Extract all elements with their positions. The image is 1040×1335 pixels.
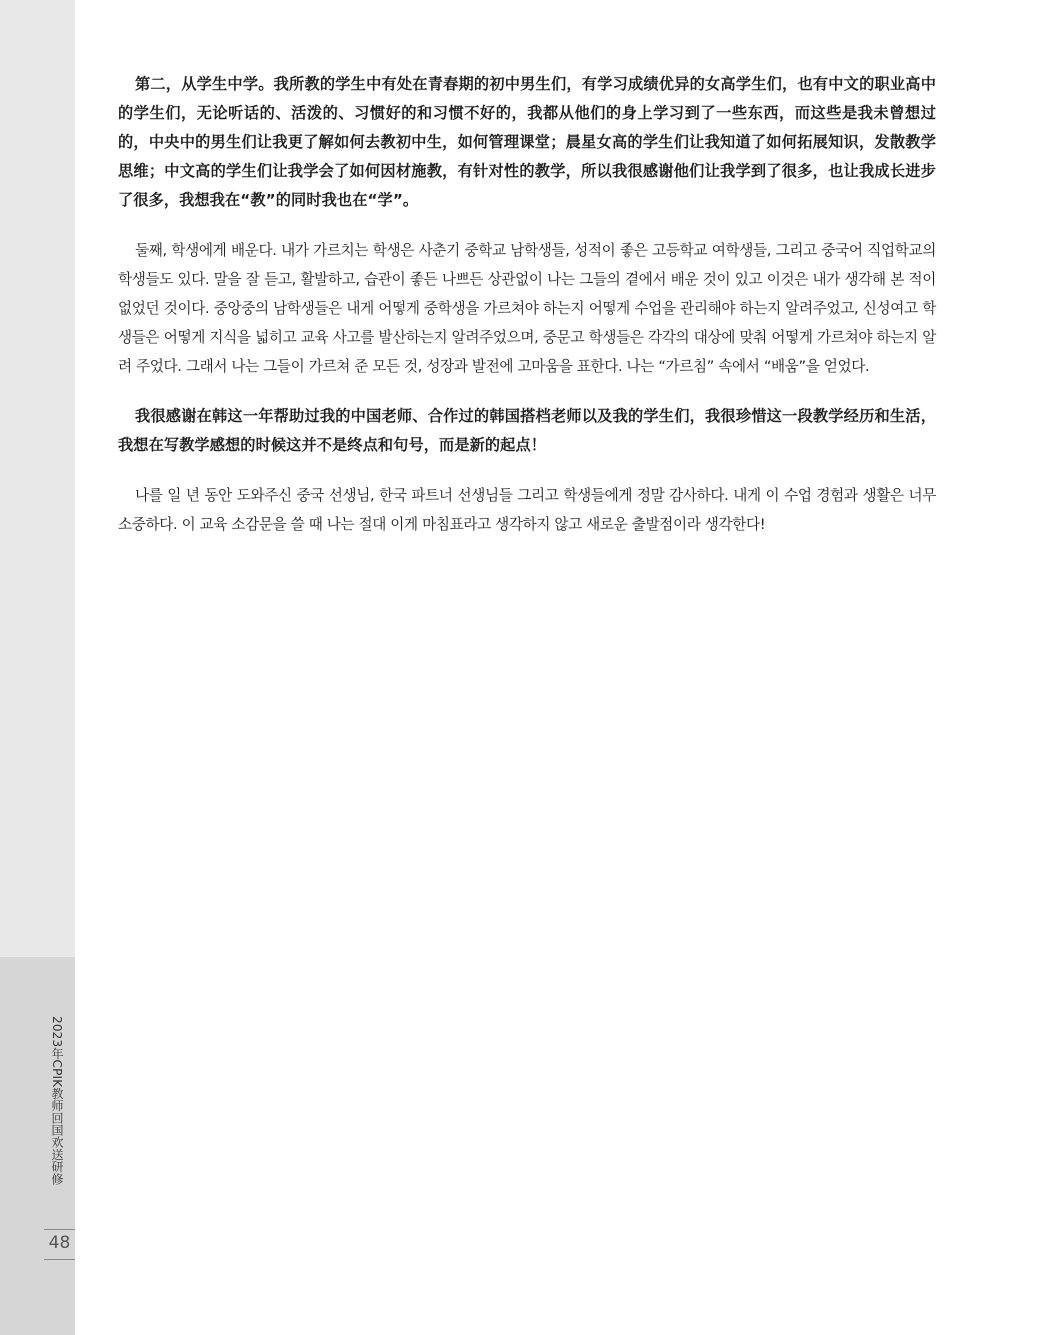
running-title: 2023年CPIK教师回国欢送研修 [50,1016,64,1185]
page-number-rule-bottom [44,1259,75,1260]
page-number-rule-top [44,1229,75,1230]
page-number: 48 [48,1233,71,1253]
paragraph-korean-learning-from-students: 둘째, 학생에게 배운다. 내가 가르치는 학생은 사춘기 중학교 남학생들, 성적이 좋은 고등학교 여학생들, 그리고 중국어 직업학교의 학생들도 있다. 말을 잘 듣고, 활발하고, 습관이 좋든 나쁘든 상관없이 나는 그들의 곁에서 배운 것이 있고 이것은 내가 생각해 본 적이 없었던 것이다. 중앙중의 남학생들은 내게 어떻게 중학생을 가르쳐야 하는지 어떻게 수업을 관리해야 하는지 알려주었고, 신성여고 학생들은 어떻게 지식을 넓히고 교육 사고를 발산하는지 알려주었으며, 중문고 학생들은 각각의 대상에 맞춰 어떻게 가르쳐야 하는지 알려 주었다. 그래서 나는 그들이 가르쳐 준 모든 것, 성장과 발전에 고마움을 표한다. 나는 “가르침” 속에서 “배움”을 얻었다. [118,242,936,375]
paragraph-chinese-learning-from-students: 第二，从学生中学。我所教的学生中有处在青春期的初中男生们，有学习成绩优异的女高学生们，也有中文的职业高中的学生们，无论听话的、活泼的、习惯好的和习惯不好的，我都从他们的身上学习到了一些东西，而这些是我未曾想过的，中央中的男生们让我更了解如何去教初中生，如何管理课堂；晨星女高的学生们让我知道了如何拓展知识，发散教学思维；中文高的学生们让我学会了如何因材施教，有针对性的教学，所以我很感谢他们让我学到了很多，也让我成长进步了很多，我想我在“教”的同时我也在“学”。 [118,75,936,209]
paragraph-korean-thanks: 나를 일 년 동안 도와주신 중국 선생님, 한국 파트너 선생님들 그리고 학생들에게 정말 감사하다. 내게 이 수업 경험과 생활은 너무 소중하다. 이 교육 소감문을 쓸 때 나는 절대 이게 마침표라고 생각하지 않고 새로운 출발점이라 생각한다! [118,487,936,533]
article-body [118,70,936,560]
paragraph-chinese-thanks: 我很感谢在韩这一年帮助过我的中国老师、合作过的韩国搭档老师以及我的学生们，我很珍惜这一段教学经历和生活，我想在写教学感想的时候这并不是终点和句号，而是新的起点！ [118,407,936,454]
